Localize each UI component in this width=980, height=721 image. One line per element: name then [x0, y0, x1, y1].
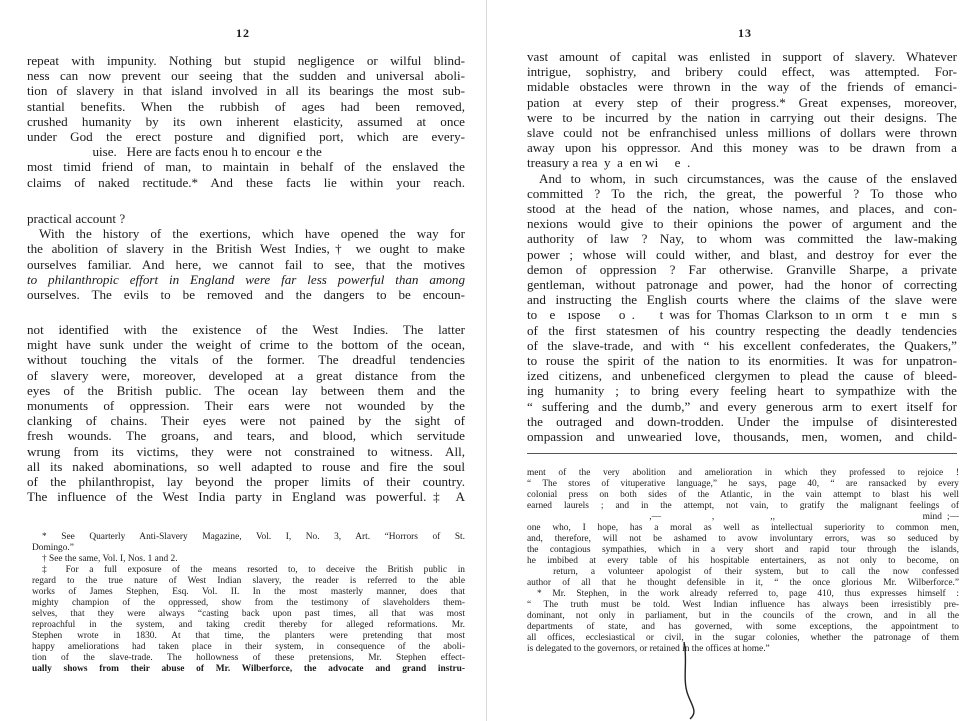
footnote-line: selves, that they were always “casting back upon past times, all that was most: [32, 609, 465, 619]
footnote-line: he imbibed at every table of his hospitable entertainers, as not only to become, on: [527, 556, 959, 566]
text-line: might have sunk under the weight of crime to the bottom of the ocean,: [27, 337, 465, 353]
footnote-line: ually shows from their abuse of Mr. Wilberforce, the advocate and grand instru-: [32, 664, 465, 674]
footnote-line: ‡ For a full exposure of the means resorted to, to deceive the British public in: [42, 565, 465, 575]
text-line: eyes of the British public. The ocean lay between them and the: [27, 382, 465, 398]
text-line: vast amount of capital was enlisted in support of slavery. Whatever: [527, 49, 957, 64]
left-footnotes: [32, 532, 465, 675]
footnote-line: ment of the very abolition and amelioration in which they professed to rejoice !: [527, 468, 959, 478]
text-line: crushed humanity by its own inherent elasticity, assumed at once: [27, 113, 465, 129]
footnote-line: “ The stores of vituperative language,” he says, page 40, “ are ransacked by every: [527, 479, 959, 489]
text-line: were to be incurred by the nation in carrying out their designs. The: [527, 109, 957, 125]
text-line: not identified with the existence of the West Indies. The latter: [27, 322, 465, 337]
text-line: treasury a rea y a en wi e .: [527, 155, 691, 171]
text-line: ing humanity ; to bring every feeling heart to sympathize with the: [527, 383, 957, 399]
footnote-line: regard to the true nature of West Indian slavery, the reader is referred to the able: [32, 576, 465, 586]
footnote-line: return, a volunteer apologist of their system, but to call the now confessed: [527, 567, 959, 577]
text-line: power ; whose will could wither, and blast, and destroy for ever the: [527, 246, 957, 262]
text-line: under God the erect posture and dignified port, which are every-: [27, 129, 465, 145]
text-line: without touching the vitals of the former. The dreadful tendencies: [27, 352, 465, 368]
text-line: With the history of the exertions, which have opened the way for: [39, 226, 465, 242]
left-body-block-b: [27, 211, 465, 302]
text-line: slave could not be enfranchised unless millions of dollars were thrown: [527, 125, 957, 141]
footnote-line: dominant, not only in parliament, but in the councils of the crown, and in all the: [527, 611, 959, 621]
text-line: clanking of chains. Their eyes were not pained by the sight of: [27, 413, 465, 429]
text-line: demon of oppression ? Far otherwise. Granville Sharpe, a private: [527, 261, 957, 277]
footnote-line: Stephen wrote in 1830. At that time, the planters were pretending that most: [32, 631, 465, 641]
footnote-line: reproachful in the system, and taking credit thereby for alleged reformations. Mr.: [32, 620, 465, 630]
text-line: to rouse the spirit of the nation to its enormities. It was for unpatron-: [527, 353, 957, 369]
text-line: uise. Here are facts enou h to encour e the: [27, 144, 322, 160]
footnote-line: all offices, ecclesiastical or civil, in the sugar colonies, whether the patronage of them: [527, 633, 959, 643]
text-line: to e ıspose o . t was for Thomas Clarkson to ın orm t e mın s: [527, 307, 957, 323]
text-line: most timid friend of man, to maintain in behalf of the enslaved the: [27, 159, 465, 175]
left-page-number: 12: [236, 26, 250, 40]
text-line: of the first statesmen of his country respecting the deadly tendencies: [527, 322, 957, 338]
footnote-line: “ The truth must be told. West Indian influence has always been irresistibly pre-: [527, 600, 959, 610]
text-line: stood at the head of the nation, whose names, and places, and con-: [527, 201, 957, 217]
footnote-line: † See the same, Vol. I, Nos. 1 and 2.: [42, 554, 178, 564]
text-line: ourselves. The evils to be removed and the dangers to be encoun-: [27, 287, 465, 303]
text-line: repeat with impunity. Nothing but stupid negligence or wilful blind-: [27, 53, 465, 68]
text-line: all its naked abominations, so well adapted to rouse and fire the soul: [27, 458, 465, 474]
right-body: [527, 49, 957, 444]
text-line: ompassion and unwearied love, thousands, men, women, and child-: [527, 429, 957, 445]
footnote-line: happy ameliorations had taken place in their system, in consequence of the aboli-: [32, 642, 465, 652]
footnote-line: * See Quarterly Anti-Slavery Magazine, Vol. I, No. 3, Art. “Horrors of St.: [42, 532, 465, 542]
text-line: fresh wounds. The groans, and tears, and blood, which servitude: [27, 428, 465, 444]
text-line: gentleman, without patronage and power, had the honor of correcting: [527, 277, 957, 293]
page-gutter: [486, 0, 487, 721]
text-line: nexions would give to their opinions the power of argument and the: [527, 216, 957, 232]
text-line: intrigue, sophistry, and bribery could effect, was attempted. For-: [527, 64, 957, 80]
text-line: practical account ?: [27, 211, 126, 226]
text-line: the outraged and down-trodden. Under the impulse of disinterested: [527, 413, 957, 429]
footnote-line: colonial press on both sides of the Atlantic, in the vain attempt to blast his well: [527, 490, 959, 500]
text-line: pation at every step of their progress.* Great expenses, moreover,: [527, 94, 957, 110]
footnote-line: author of all that he thought defensible in it, “ the once glorious Mr. Wilberforce.”: [527, 578, 959, 588]
left-body-block-c: [27, 322, 465, 504]
text-line: authority of law ? Nay, to whom was committed the law-making: [527, 231, 957, 247]
footnote-line: * Mr. Stephen, in the work already referred to, page 410, thus expresses himself :: [537, 589, 959, 599]
footnote-line: Domingo.”: [32, 543, 74, 553]
right-page-number: 13: [738, 26, 752, 40]
text-line: ness can now prevent our seeing that the sudden and universal aboli-: [27, 68, 465, 84]
text-line: And to whom, in such circumstances, was the cause of the enslaved: [539, 170, 957, 186]
left-body-block-a: [27, 53, 465, 190]
text-line: tion of slavery in that island involved in all its bearings the most sub-: [27, 83, 465, 99]
footnote-line: works of James Stephen, Esq. Vol. II. In the most masterly manner, does that: [32, 587, 465, 597]
footnote-line: earned laurels ; and in the attempt, not vain, to gratify the malignant feelings of: [527, 501, 959, 511]
footnote-line: tion of the slave-trade. The hollowness of these pretensions, Mr. Stephen effect-: [32, 653, 465, 663]
right-page: [490, 0, 980, 721]
text-line: The influence of the West India party in England was powerful.‡ A: [27, 489, 465, 505]
footnote-line: ,— , ,, mind ;—: [527, 512, 959, 522]
footnote-line: and, therefore, will not be ashamed to avow involuntary errors, was so seduced by: [527, 534, 959, 544]
footnote-line: is delegated to the governors, or retained in the offices at home.”: [527, 644, 770, 654]
footnote-separator: [527, 453, 957, 454]
text-line: away upon his oppressor. And this money was to be drawn from a: [527, 140, 957, 156]
text-line: the abolition of slavery in the British West Indies,† we ought to make: [27, 241, 465, 257]
text-line: claims of naked rectitude.* And these facts lie within your reach.: [27, 174, 465, 190]
text-line: ized citizens, and unbeneficed clergymen to plead the cause of bleed-: [527, 368, 957, 384]
text-line: “ suffering and the dumb,” and every generous arm to exert itself for: [527, 398, 957, 414]
footnote-line: mighty champion of the oppressed, show from the testimony of slaveholders them-: [32, 598, 465, 608]
text-line: to philanthropic effort in England were far less powerful than among: [27, 271, 465, 287]
text-line: of slavery were, moreover, developed at a great distance from the: [27, 367, 465, 383]
footnote-line: departments of state, and has governed, with some exceptions, the appointment to: [527, 622, 959, 632]
text-line: midable obstacles were thrown in the way of the friends of emanci-: [527, 79, 957, 95]
text-line: wrung from its victims, they were not constrained to witness. All,: [27, 443, 465, 459]
right-footnotes: [527, 468, 959, 655]
text-line: of the slave-trade, and with “ his excellent confederates, the Quakers,”: [527, 337, 957, 353]
text-line: stantial benefits. When the rubbish of ages had been removed,: [27, 98, 465, 114]
text-line: of the philanthropist, lay beyond the proper limits of their country.: [27, 474, 465, 490]
text-line: ourselves familiar. And here, we cannot fail to see, that the motives: [27, 256, 465, 272]
footnote-line: one who, I hope, has a moral as well as intellectual superiority to common men,: [527, 523, 959, 533]
text-line: monuments of oppression. Their ears were not wounded by the: [27, 398, 465, 414]
handwritten-bracket-mark: [676, 640, 716, 720]
footnote-line: the contagious sympathies, which in a very short and rapid tour through the islands,: [527, 545, 959, 555]
text-line: committed ? To the rich, the great, the powerful ? To those who: [527, 185, 957, 201]
text-line: and instructing the English courts where the claims of the slave were: [527, 292, 957, 308]
